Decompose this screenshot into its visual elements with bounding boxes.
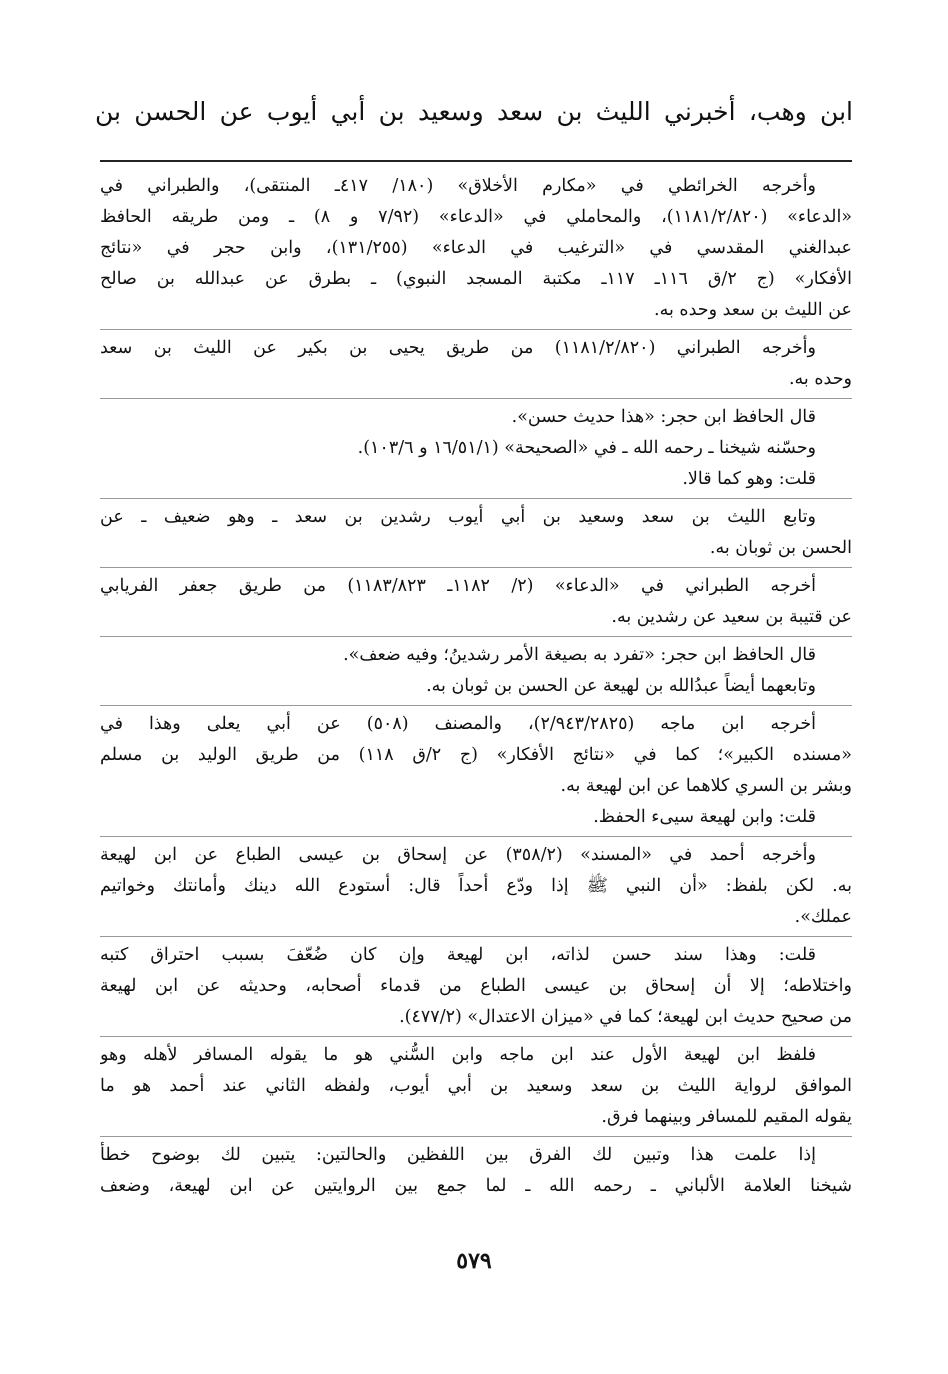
body-text-line: ابن وهب، أخبرني الليث بن سعد وسعيد بن أبي أيوب عن الحسن بن	[95, 97, 853, 126]
footnote-line: يقوله المقيم للمسافر وبينهما فرق.	[601, 1107, 852, 1127]
footnote-line: إذا علمت هذا وتبين لك الفرق بين اللفظين والحالتين: يتبين لك بوضوح خطأ	[100, 1145, 816, 1165]
footnote-line: الموافق لرواية الليث بن سعد وسعيد بن أبي أيوب، ولفظه الثاني عند أحمد هو ما	[100, 1076, 852, 1096]
footnote-divider	[100, 936, 852, 937]
footnote-line: قلت: وهو كما قالا.	[682, 469, 816, 489]
footnote-divider	[100, 498, 852, 499]
footnote-line: فلفظ ابن لهيعة الأول عند ابن ماجه وابن السُّني هو ما يقوله المسافر لأهله وهو	[100, 1045, 816, 1065]
footnote-separator-rule	[100, 160, 852, 162]
page-number: ٥٧٩	[456, 1248, 492, 1274]
footnote-line: عبدالغني المقدسي في «الترغيب في الدعاء» (١٣١/٢٥٥)، وابن حجر في «نتائج	[100, 238, 852, 258]
footnote-divider	[100, 1036, 852, 1037]
footnote-divider	[100, 836, 852, 837]
footnote-paragraph	[100, 171, 852, 326]
footnote-line: وحسّنه شيخنا ـ رحمه الله ـ في «الصحيحة» (١٦/٥١/١ و ١٠٣/٦).	[357, 438, 816, 458]
footnote-line: قال الحافظ ابن حجر: «تفرد به بصيغة الأمر رشدينُ؛ وفيه ضعف».	[343, 645, 816, 665]
footnote-paragraph	[100, 402, 852, 495]
footnote-paragraph	[100, 840, 852, 933]
footnote-paragraph	[100, 940, 852, 1033]
footnote-line: عن الليث بن سعد وحده به.	[654, 300, 852, 320]
footnote-line: قلت: وابن لهيعة سيىء الحفظ.	[593, 807, 816, 827]
footnote-line: واختلاطه؛ إلا أن إسحاق بن عيسى الطباع من قدماء أصحابه، وحديثه عن ابن لهيعة	[100, 976, 852, 996]
footnote-divider	[100, 329, 852, 330]
footnote-paragraph	[100, 502, 852, 564]
footnote-line: «الدعاء» (١١٨١/٢/٨٢٠)، والمحاملي في «الدعاء» (٧/٩٢ و ٨) ـ ومن طريقه الحافظ	[100, 207, 852, 227]
footnote-paragraph	[100, 1140, 852, 1202]
footnote-paragraph	[100, 709, 852, 833]
footnote-line: قال الحافظ ابن حجر: «هذا حديث حسن».	[511, 407, 816, 427]
footnote-line: الحسن بن ثوبان به.	[709, 538, 852, 558]
footnote-divider	[100, 398, 852, 399]
footnote-line: أخرجه الطبراني في «الدعاء» (٢/ ١١٨٢ـ ١١٨٣/٨٢٣) من طريق جعفر الفريابي	[100, 576, 816, 596]
footnote-line: وأخرجه أحمد في «المسند» (٣٥٨/٢) عن إسحاق بن عيسى الطباع عن ابن لهيعة	[100, 845, 816, 865]
footnote-line: شيخنا العلامة الألباني ـ رحمه الله ـ لما جمع بين الروايتين عن ابن لهيعة، وضعف	[100, 1176, 852, 1196]
footnote-line: وتابعهما أيضاً عبدُالله بن لهيعة عن الحسن بن ثوبان به.	[426, 676, 816, 696]
footnote-line: «مسنده الكبير»؛ كما في «نتائج الأفكار» (ج ٢/ق ١١٨) من طريق الوليد بن مسلم	[100, 745, 852, 765]
footnote-paragraph	[100, 1040, 852, 1133]
footnote-line: به. لكن بلفظ: «أن النبي ﷺ إذا ودّع أحداً قال: أستودع الله دينك وأمانتك وخواتيم	[100, 876, 852, 896]
footnote-line: وأخرجه الطبراني (١١٨١/٢/٨٢٠) من طريق يحيى بن بكير عن الليث بن سعد	[100, 338, 816, 358]
footnote-line: الأفكار» (ج ٢/ق ١١٦ـ ١١٧ـ مكتبة المسجد النبوي) ـ بطرق عن عبدالله بن صالح	[100, 269, 852, 289]
footnote-line: قلت: وهذا سند حسن لذاته، ابن لهيعة وإن كان ضُعّفَ بسبب احتراق كتبه	[100, 945, 816, 965]
footnote-line: وحده به.	[788, 369, 852, 389]
footnote-line: أخرجه ابن ماجه (٢/٩٤٣/٢٨٢٥)، والمصنف (٥٠٨) عن أبي يعلى وهذا في	[100, 714, 816, 734]
footnote-line: وبشر بن السري كلاهما عن ابن لهيعة به.	[560, 776, 852, 796]
footnote-line: وأخرجه الخرائطي في «مكارم الأخلاق» (١٨٠/ ٤١٧ـ المنتقى)، والطبراني في	[100, 176, 817, 196]
footnote-line: عملك».	[794, 907, 852, 927]
footnote-divider	[100, 636, 852, 637]
footnote-paragraph	[100, 571, 852, 633]
footnote-divider	[100, 705, 852, 706]
footnote-line: عن قتيبة بن سعيد عن رشدين به.	[611, 607, 852, 627]
footnote-paragraph	[100, 333, 852, 395]
footnote-paragraph	[100, 640, 852, 702]
footnote-line: وتابع الليث بن سعد وسعيد بن أبي أيوب رشدين بن سعد ـ وهو ضعيف ـ عن	[100, 507, 816, 527]
footnote-divider	[100, 1136, 852, 1137]
footnote-line: من صحيح حديث ابن لهيعة؛ كما في «ميزان الاعتدال» (٤٧٧/٢).	[399, 1007, 852, 1027]
footnote-divider	[100, 567, 852, 568]
footnotes-block	[100, 171, 852, 1202]
